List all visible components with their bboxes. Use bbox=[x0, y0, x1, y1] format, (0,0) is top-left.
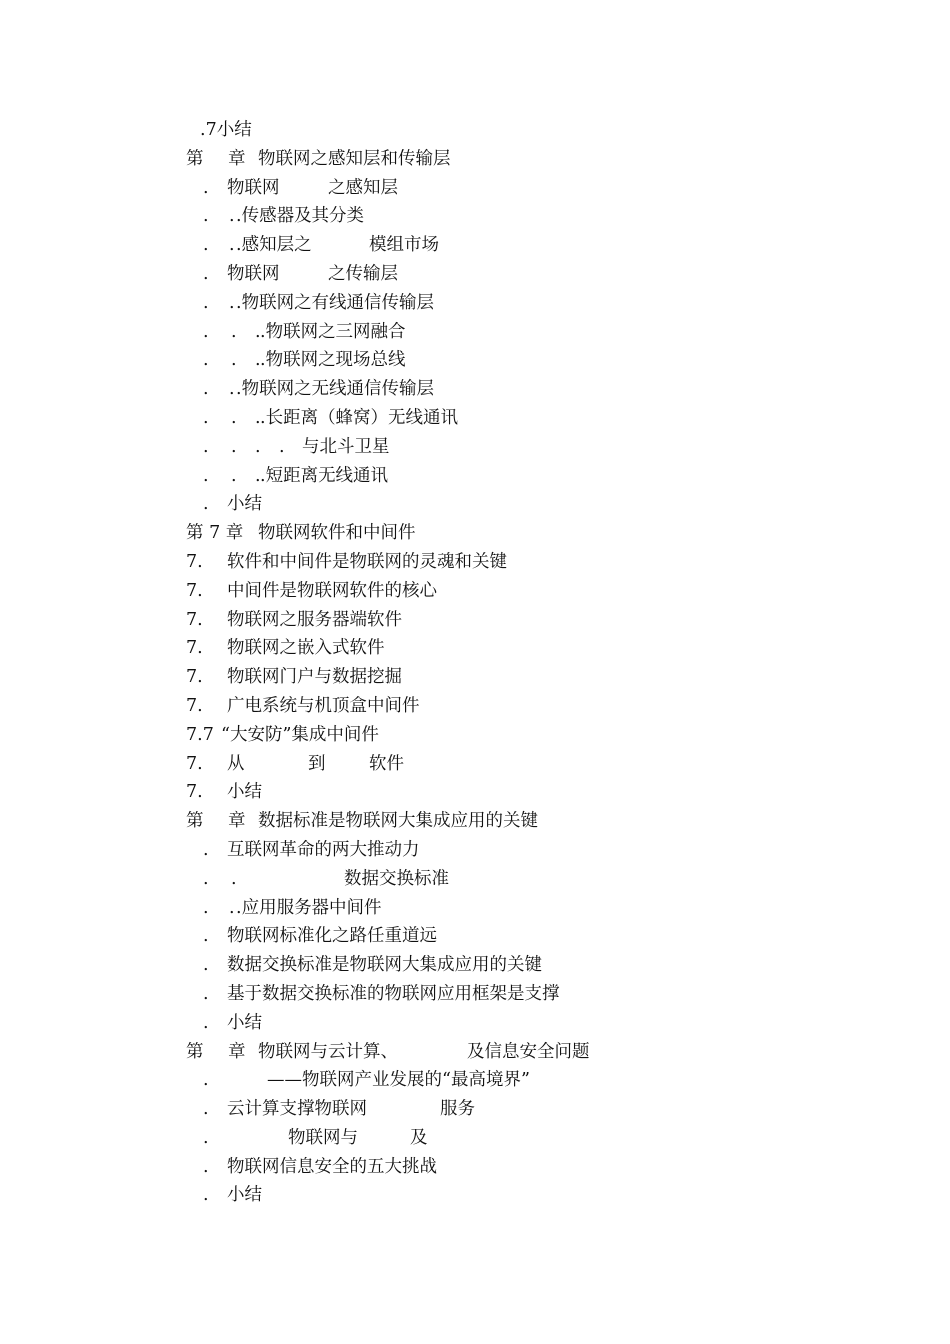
toc-number: . bbox=[229, 235, 235, 256]
toc-entry-text: 软件 bbox=[369, 753, 404, 774]
toc-entry-text: 模组市场 bbox=[369, 235, 439, 256]
toc-entry-text: 数据交换标准是物联网大集成应用的关键 bbox=[227, 955, 542, 976]
toc-number: . bbox=[203, 494, 209, 515]
toc-entry-text: 中间件是物联网软件的核心 bbox=[227, 580, 437, 601]
toc-line bbox=[0, 433, 950, 462]
toc-number: . bbox=[203, 1012, 209, 1033]
toc-number: 7. bbox=[186, 753, 203, 774]
toc-chapter-prefix: 第 bbox=[186, 1041, 204, 1062]
toc-number: . bbox=[255, 321, 261, 342]
toc-number: 7. bbox=[186, 609, 203, 630]
toc-number: 7.7 bbox=[186, 724, 214, 745]
toc-entry-text: ——物联网产业发展的“最高境界” bbox=[267, 1070, 530, 1091]
toc-number: 7. bbox=[186, 638, 203, 659]
toc-line bbox=[0, 318, 950, 347]
toc-line bbox=[0, 1009, 950, 1038]
toc-number: . bbox=[203, 465, 209, 486]
toc-entry-text: .应用服务器中间件 bbox=[236, 897, 382, 918]
toc-line bbox=[0, 490, 950, 519]
toc-entry-text: 之传输层 bbox=[328, 263, 398, 284]
toc-number: 7. bbox=[186, 782, 203, 803]
toc-entry-text: 物联网 bbox=[227, 263, 280, 284]
toc-entry-text: 小结 bbox=[227, 1012, 262, 1033]
toc-entry-text: 到 bbox=[308, 753, 326, 774]
toc-entry-text: 从 bbox=[227, 753, 245, 774]
toc-entry-text: .7小结 bbox=[200, 120, 252, 140]
toc-entry-text: 物联网标准化之路任重道远 bbox=[227, 926, 437, 947]
toc-number: 7. bbox=[186, 695, 203, 716]
toc-entry-text: 物联网之嵌入式软件 bbox=[227, 638, 385, 659]
toc-line bbox=[0, 634, 950, 663]
toc-line bbox=[0, 1124, 950, 1153]
toc-entry-text: 数据交换标准 bbox=[344, 868, 449, 889]
toc-line bbox=[0, 375, 950, 404]
toc-entry-text: 物联网门户与数据挖掘 bbox=[227, 667, 402, 688]
toc-entry-text: .传感器及其分类 bbox=[236, 206, 365, 227]
toc-line bbox=[0, 519, 950, 548]
toc-number: . bbox=[203, 1127, 209, 1148]
toc-number: . bbox=[203, 1185, 209, 1206]
toc-line bbox=[0, 951, 950, 980]
toc-entry-text: .短距离无线通讯 bbox=[260, 465, 389, 486]
toc-number: . bbox=[203, 292, 209, 313]
toc-number: . bbox=[255, 407, 261, 428]
toc-chapter-word: 章 bbox=[228, 148, 246, 169]
toc-number: . bbox=[231, 407, 237, 428]
toc-line bbox=[0, 1066, 950, 1095]
toc-line bbox=[0, 202, 950, 231]
toc-line bbox=[0, 922, 950, 951]
toc-entry-text: 互联网革命的两大推动力 bbox=[227, 839, 420, 860]
toc-entry-text: .物联网之无线通信传输层 bbox=[236, 379, 435, 400]
toc-entry-text: .物联网之有线通信传输层 bbox=[236, 292, 435, 313]
toc-number: . bbox=[255, 465, 261, 486]
toc-number: . bbox=[279, 436, 285, 457]
toc-number: . bbox=[229, 897, 235, 918]
toc-number: . bbox=[203, 350, 209, 371]
toc-number: . bbox=[229, 379, 235, 400]
toc-line bbox=[0, 807, 950, 836]
toc-line bbox=[0, 145, 950, 174]
toc-line bbox=[0, 836, 950, 865]
toc-entry-text: .感知层之 bbox=[236, 235, 312, 256]
toc-entry-text: 小结 bbox=[227, 1185, 262, 1206]
toc-line bbox=[0, 663, 950, 692]
toc-line bbox=[0, 750, 950, 779]
toc-chapter-prefix: 第 bbox=[186, 148, 204, 169]
toc-number: . bbox=[231, 465, 237, 486]
toc-chapter-word: 章 bbox=[228, 811, 246, 832]
toc-entry-text: .长距离（蜂窝）无线通讯 bbox=[260, 407, 459, 428]
toc-number: 7. bbox=[186, 551, 203, 572]
toc-line bbox=[0, 606, 950, 635]
toc-entry-text: 物联网与云计算、 bbox=[258, 1041, 398, 1062]
toc-entry-text: 物联网软件和中间件 bbox=[258, 523, 416, 544]
toc-number: . bbox=[203, 321, 209, 342]
toc-number: . bbox=[229, 292, 235, 313]
toc-line bbox=[0, 865, 950, 894]
toc-number: . bbox=[229, 206, 235, 227]
toc-number: . bbox=[203, 407, 209, 428]
toc-number: . bbox=[231, 436, 237, 457]
toc-line bbox=[0, 692, 950, 721]
toc-line bbox=[0, 462, 950, 491]
toc-number: . bbox=[203, 1156, 209, 1177]
toc-number: . bbox=[255, 436, 261, 457]
toc-line bbox=[0, 1153, 950, 1182]
toc-entry-text: 云计算支撑物联网 bbox=[227, 1099, 367, 1120]
toc-number: . bbox=[203, 436, 209, 457]
toc-number: . bbox=[203, 177, 209, 198]
toc-number: 7. bbox=[186, 580, 203, 601]
toc-entry-text: .物联网之现场总线 bbox=[260, 350, 406, 371]
toc-line bbox=[0, 116, 950, 145]
toc-number: . bbox=[231, 868, 237, 889]
toc-number: . bbox=[203, 235, 209, 256]
toc-line bbox=[0, 980, 950, 1009]
toc-entry-text: 小结 bbox=[227, 494, 262, 515]
toc-line bbox=[0, 231, 950, 260]
toc-entry-text: 小结 bbox=[227, 782, 262, 803]
toc-chapter-word: 章 bbox=[228, 1041, 246, 1062]
toc-number: 7. bbox=[186, 667, 203, 688]
toc-line bbox=[0, 346, 950, 375]
toc-number: . bbox=[203, 263, 209, 284]
toc-line bbox=[0, 174, 950, 203]
toc-line bbox=[0, 289, 950, 318]
toc-number: . bbox=[203, 926, 209, 947]
toc-number: . bbox=[203, 379, 209, 400]
toc-entry-text: 之感知层 bbox=[328, 177, 398, 198]
toc-entry-text: “大安防”集成中间件 bbox=[221, 724, 379, 745]
toc-line bbox=[0, 721, 950, 750]
toc-line bbox=[0, 404, 950, 433]
toc-entry-text: 与北斗卫星 bbox=[302, 436, 390, 457]
toc-number: . bbox=[203, 897, 209, 918]
toc-line bbox=[0, 778, 950, 807]
table-of-contents bbox=[0, 116, 950, 1210]
toc-number: . bbox=[203, 1070, 209, 1091]
toc-entry-text: 及 bbox=[410, 1127, 428, 1148]
toc-number: . bbox=[203, 983, 209, 1004]
toc-entry-text: 广电系统与机顶盒中间件 bbox=[227, 695, 420, 716]
toc-entry-text: 物联网与 bbox=[288, 1127, 358, 1148]
toc-entry-text: 物联网之服务器端软件 bbox=[227, 609, 402, 630]
toc-entry-text: 软件和中间件是物联网的灵魂和关键 bbox=[227, 551, 507, 572]
toc-line bbox=[0, 548, 950, 577]
toc-line bbox=[0, 577, 950, 606]
toc-entry-text: 物联网信息安全的五大挑战 bbox=[227, 1156, 437, 1177]
toc-number: . bbox=[203, 206, 209, 227]
toc-entry-text: 物联网之感知层和传输层 bbox=[258, 148, 451, 169]
toc-entry-text: 服务 bbox=[440, 1099, 475, 1120]
toc-number: . bbox=[231, 321, 237, 342]
toc-chapter-prefix: 第 bbox=[186, 811, 204, 832]
toc-number: . bbox=[203, 839, 209, 860]
toc-number: . bbox=[203, 1099, 209, 1120]
toc-entry-text: .物联网之三网融合 bbox=[260, 321, 406, 342]
toc-entry-text: 物联网 bbox=[227, 177, 280, 198]
toc-line bbox=[0, 1181, 950, 1210]
toc-number: . bbox=[255, 350, 261, 371]
toc-line bbox=[0, 1095, 950, 1124]
toc-number: . bbox=[203, 955, 209, 976]
toc-chapter-prefix: 第 7 章 bbox=[186, 523, 244, 544]
toc-entry-text: 数据标准是物联网大集成应用的关键 bbox=[258, 811, 538, 832]
toc-number: . bbox=[203, 868, 209, 889]
toc-line bbox=[0, 260, 950, 289]
toc-entry-text: 及信息安全问题 bbox=[467, 1041, 590, 1062]
toc-line bbox=[0, 1038, 950, 1067]
toc-line bbox=[0, 894, 950, 923]
toc-number: . bbox=[231, 350, 237, 371]
toc-entry-text: 基于数据交换标准的物联网应用框架是支撑 bbox=[227, 983, 560, 1004]
